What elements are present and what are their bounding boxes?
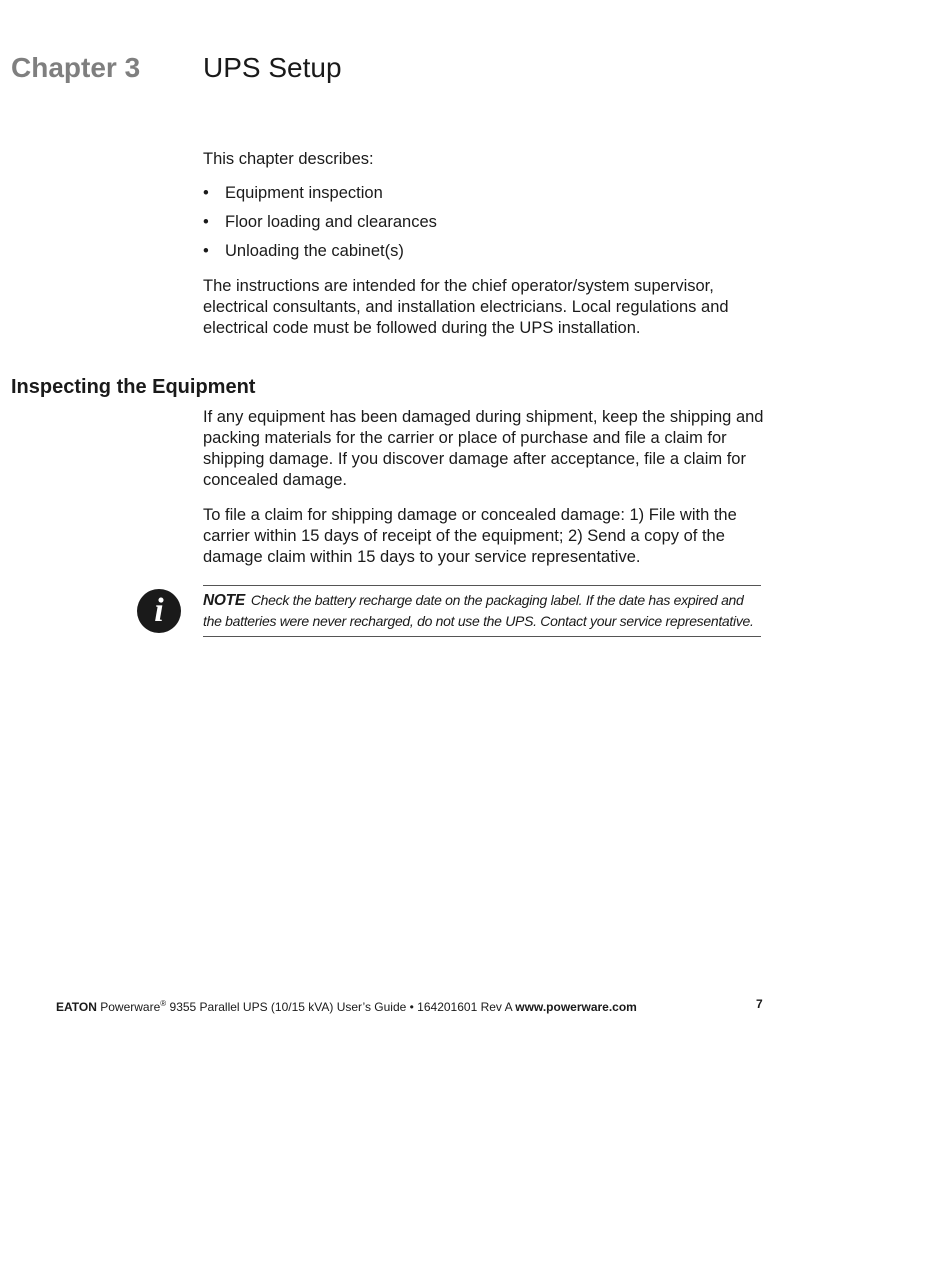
bullet-icon: • [203,242,209,260]
chapter-label: Chapter 3 [11,52,141,83]
footer-product-rest: 9355 Parallel UPS (10/15 kVA) User’s Guide • 164201601 Rev A [166,1000,516,1014]
footer-brand: EATON [56,1000,97,1014]
bullet-icon: • [203,213,209,231]
section-heading: Inspecting the Equipment [11,376,256,398]
page-footer [56,996,637,1015]
registered-mark: ® [160,999,167,1008]
section-paragraph-1: If any equipment has been damaged during shipment, keep the shipping and packing materials for the carrier or place of purchase and file a claim for shipping damage. If you discover damage after acceptance, file a claim for concealed damage. [203,408,764,489]
bullet-icon: • [203,184,209,202]
list-item [203,212,768,233]
topic-list [203,183,768,270]
info-icon: i [137,589,181,633]
footer-product: Powerware [100,1000,161,1014]
intro-lead: This chapter describes: [203,150,374,168]
list-item [203,241,768,262]
note-label: NOTE [203,592,245,609]
page-number: 7 [756,997,763,1011]
section-paragraph-2: To file a claim for shipping damage or concealed damage: 1) File with the carrier within 15 days of receipt of the equipment; 2) Send a copy of the damage claim within 15 days to your service representative. [203,506,737,566]
note-text: Check the battery recharge date on the packaging label. If the date has expired and the batteries were never recharged, do not use the UPS. Contact your service representative. [203,592,754,629]
list-item-text: Floor loading and clearances [225,213,437,231]
intro-paragraph: The instructions are intended for the chief operator/system supervisor, electrical consultants, and installation electricians. Local regulations and electrical code must be followed during the UPS installation. [203,277,729,337]
chapter-title: UPS Setup [203,52,342,83]
note-box [203,585,761,637]
list-item-text: Unloading the cabinet(s) [225,242,404,260]
list-item [203,183,768,204]
footer-url: www.powerware.com [515,1000,637,1014]
list-item-text: Equipment inspection [225,184,383,202]
